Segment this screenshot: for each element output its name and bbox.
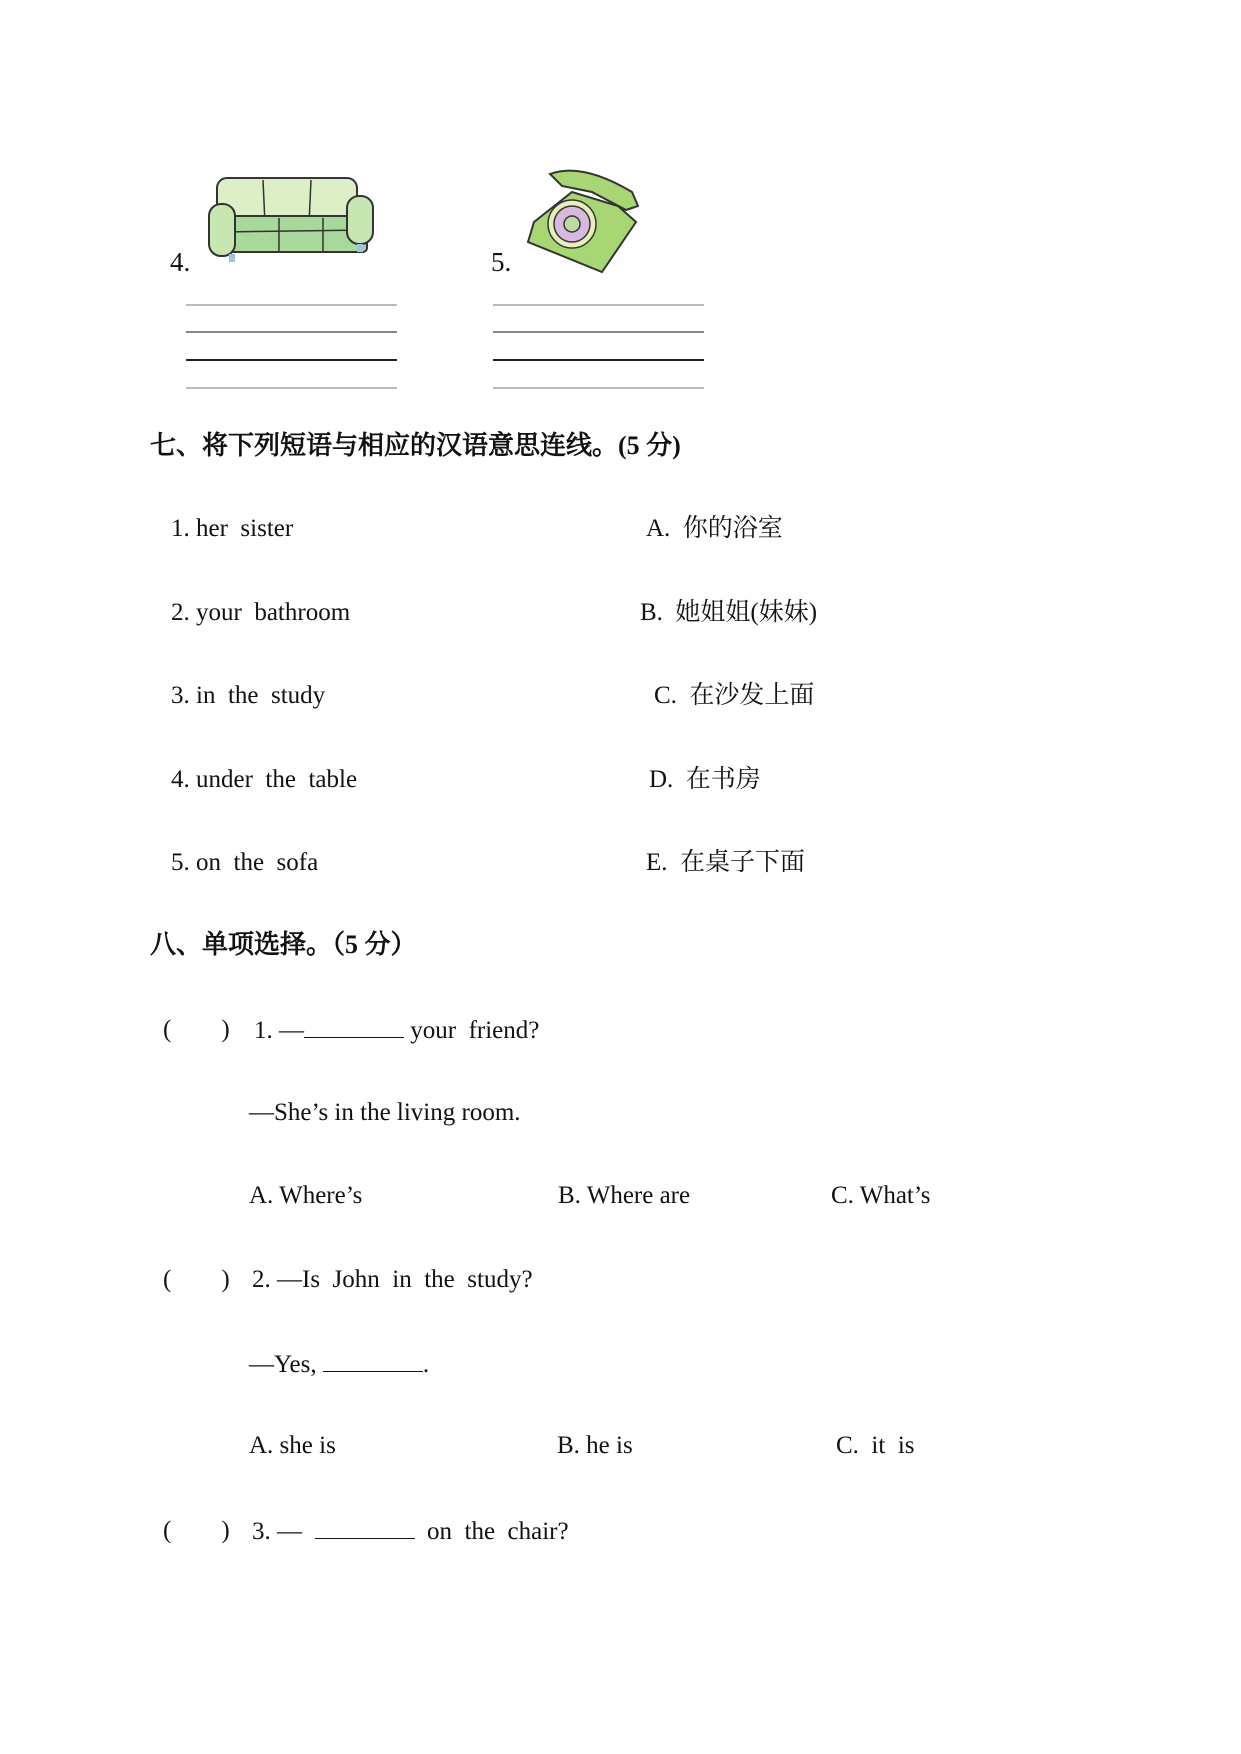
question-text: your friend? (404, 1017, 540, 1044)
answer-paren[interactable]: ( ) (163, 1016, 230, 1043)
option-b: B. Where are (558, 1182, 691, 1209)
answer-paren[interactable]: ( ) (163, 1517, 230, 1544)
section-7-title: 七、将下列短语与相应的汉语意思连线。(5 分) (150, 431, 681, 460)
answer-paren[interactable]: ( ) (163, 1266, 230, 1293)
answer-text (249, 1349, 429, 1380)
writing-line (493, 331, 704, 333)
answer-blank[interactable] (315, 1516, 415, 1539)
writing-line (186, 331, 397, 333)
match-left-item: 4. under the table (171, 766, 358, 793)
item-4-number: 4. (170, 247, 191, 277)
question-number: 3. (252, 1518, 271, 1545)
match-right-item: E. 在桌子下面 (646, 849, 806, 876)
match-left-item: 2. your bathroom (171, 599, 351, 626)
section-8-title: 八、单项选择。（5 分） (150, 930, 417, 959)
answer-prefix: —Yes, (249, 1351, 323, 1378)
answer-suffix: . (422, 1351, 430, 1378)
writing-line (493, 387, 704, 389)
sofa-icon (207, 172, 379, 264)
dash: — (277, 1518, 315, 1545)
match-left-item: 3. in the study (171, 682, 326, 709)
match-right-item: D. 在书房 (649, 766, 761, 793)
match-right-item: A. 你的浴室 (646, 515, 783, 542)
answer-text: —She’s in the living room. (249, 1099, 521, 1126)
telephone-icon (522, 162, 648, 274)
match-left-item: 5. on the sofa (171, 849, 319, 876)
option-a: A. she is (249, 1432, 336, 1459)
writing-line (186, 359, 397, 361)
option-c: C. it is (836, 1432, 915, 1459)
question-1 (254, 1015, 539, 1046)
question-text: on the chair? (414, 1518, 569, 1545)
question-3 (252, 1516, 569, 1547)
dash: — (279, 1017, 304, 1044)
match-right-item: C. 在沙发上面 (654, 682, 815, 709)
writing-line (186, 387, 397, 389)
question-text: —Is John in the study? (277, 1266, 533, 1293)
question-number: 1. (254, 1017, 273, 1044)
match-left-item: 1. her sister (171, 515, 294, 542)
writing-line (186, 304, 397, 306)
option-c: C. What’s (831, 1182, 931, 1209)
option-b: B. he is (557, 1432, 633, 1459)
match-right-item: B. 她姐姐(妹妹) (640, 599, 818, 626)
answer-blank[interactable] (304, 1015, 404, 1038)
question-2 (252, 1265, 533, 1295)
option-a: A. Where’s (249, 1182, 363, 1209)
writing-line (493, 359, 704, 361)
answer-blank[interactable] (323, 1349, 423, 1372)
question-number: 2. (252, 1266, 271, 1293)
item-5-number: 5. (491, 247, 512, 277)
writing-line (493, 304, 704, 306)
